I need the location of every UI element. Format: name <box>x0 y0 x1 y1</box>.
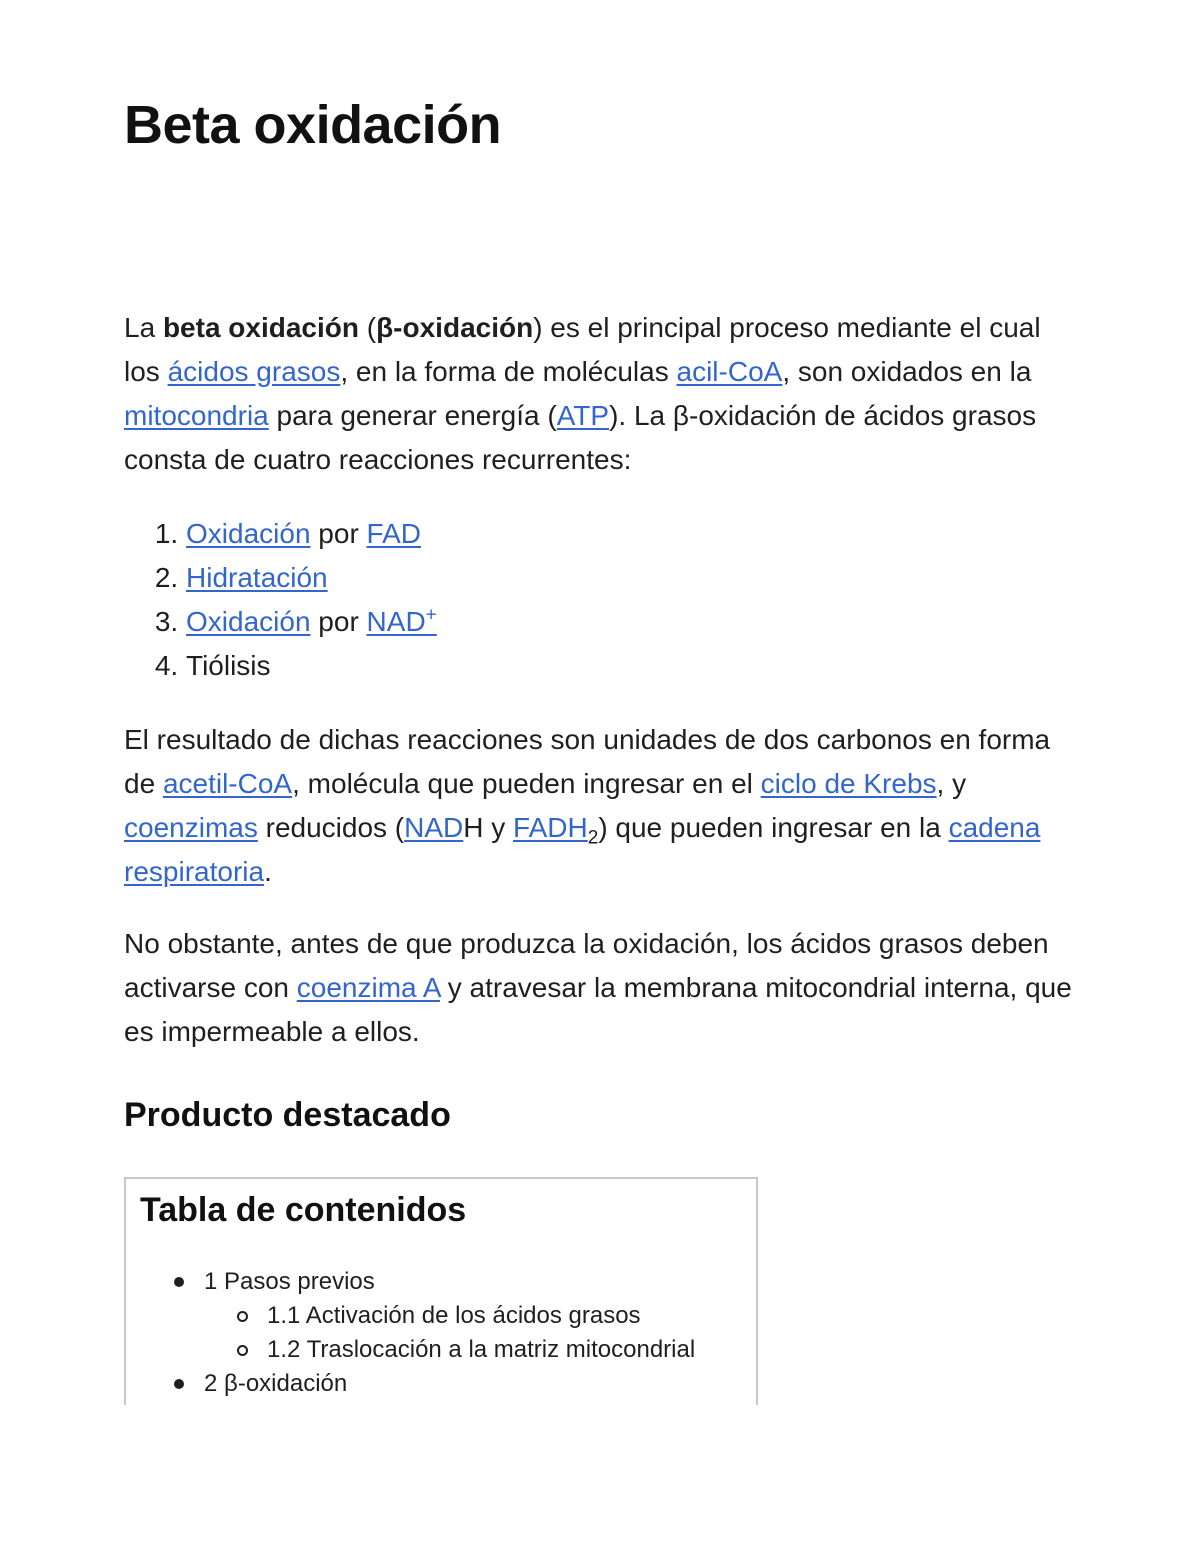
list-item <box>186 512 1074 556</box>
link-nad-plus[interactable] <box>367 606 437 637</box>
result-paragraph <box>124 718 1074 894</box>
subscript-2: 2 <box>587 827 599 849</box>
page-title: Beta oxidación <box>124 95 502 155</box>
toc-item-label[interactable]: 2 β-oxidación <box>204 1370 348 1397</box>
result-text: H y <box>463 812 514 843</box>
activation-text: No obstante, antes de que produzca la oxidación, los ácidos grasos deben activarse con <box>124 928 1049 1003</box>
list-item <box>186 600 1074 644</box>
link-ciclo-de-krebs[interactable]: ciclo de Krebs <box>760 768 937 799</box>
activation-paragraph <box>124 922 1074 1054</box>
toc-subitem-label[interactable]: 1.2 Traslocación a la matriz mitocondrial <box>267 1336 696 1363</box>
result-text: ) que pueden ingresar en la <box>598 812 949 843</box>
link-acidos-grasos[interactable]: ácidos grasos <box>167 356 341 387</box>
result-text: . <box>264 856 272 887</box>
intro-bold-term: beta oxidación <box>162 312 359 343</box>
section-heading: Producto destacado <box>124 1096 451 1134</box>
step-text: Tiólisis <box>186 650 271 681</box>
toc-subitem[interactable] <box>237 1299 695 1333</box>
toc-list <box>174 1265 695 1401</box>
link-fad[interactable]: FAD <box>366 518 422 549</box>
intro-text: para generar energía ( <box>268 400 557 431</box>
step-text: por <box>310 518 367 549</box>
intro-bold-term: β-oxidación <box>376 312 534 343</box>
toc-title: Tabla de contenidos <box>140 1191 467 1229</box>
link-coenzima-a[interactable]: coenzima A <box>296 972 440 1003</box>
reaction-steps-list <box>124 512 1074 688</box>
link-hidratacion[interactable]: Hidratación <box>186 562 328 593</box>
toc-subitem-label[interactable]: 1.1 Activación de los ácidos grasos <box>267 1302 641 1329</box>
intro-text: ( <box>358 312 377 343</box>
result-text: , y <box>936 768 967 799</box>
link-fadh[interactable]: FADH <box>513 812 588 843</box>
intro-paragraph <box>124 306 1074 482</box>
link-oxidacion[interactable]: Oxidación <box>186 518 311 549</box>
list-item <box>186 644 1074 688</box>
step-text: por <box>310 606 367 637</box>
intro-text: ) es el principal proceso mediante el cual los <box>124 312 1041 387</box>
plus-superscript: + <box>425 604 437 626</box>
table-of-contents <box>124 1177 758 1405</box>
article-body <box>124 306 1074 1054</box>
intro-text: , son oxidados en la <box>782 356 1032 387</box>
link-oxidacion[interactable]: Oxidación <box>186 606 311 637</box>
result-text: reducidos ( <box>257 812 405 843</box>
result-text: , molécula que pueden ingresar en el <box>292 768 761 799</box>
toc-item-label[interactable]: 1 Pasos previos <box>204 1268 375 1295</box>
result-text: El resultado de dichas reacciones son unidades de dos carbonos en forma de <box>124 724 1051 799</box>
toc-item[interactable] <box>174 1265 695 1367</box>
link-cadena-respiratoria[interactable]: cadena respiratoria <box>124 812 1041 887</box>
intro-text: La <box>124 312 163 343</box>
nad-label: NAD <box>366 606 426 637</box>
toc-sublist <box>204 1299 695 1367</box>
intro-text: , en la forma de moléculas <box>340 356 677 387</box>
link-nad[interactable]: NAD <box>404 812 464 843</box>
link-acil-coa[interactable]: acil-CoA <box>676 356 783 387</box>
list-item <box>186 556 1074 600</box>
toc-item[interactable] <box>174 1367 695 1401</box>
link-coenzimas[interactable]: coenzimas <box>124 812 258 843</box>
intro-text: ). La β-oxidación de ácidos grasos consta de cuatro reacciones recurrentes: <box>124 400 1037 475</box>
link-acetil-coa[interactable]: acetil-CoA <box>162 768 293 799</box>
activation-text: y atravesar la membrana mitocondrial interna, que es impermeable a ellos. <box>124 972 1072 1047</box>
toc-subitem[interactable] <box>237 1333 695 1367</box>
link-atp[interactable]: ATP <box>556 400 610 431</box>
link-mitocondria[interactable]: mitocondria <box>124 400 269 431</box>
